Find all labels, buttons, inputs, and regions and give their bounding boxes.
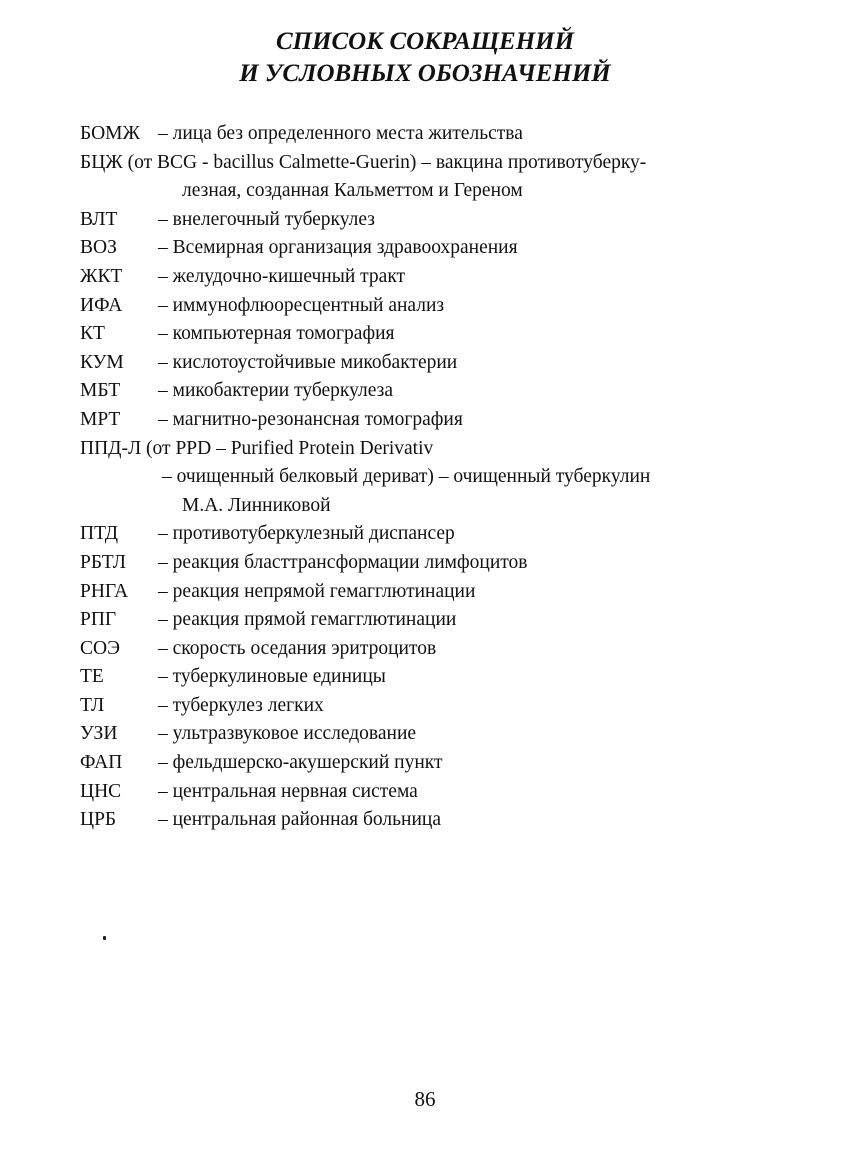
definition: – магнитно-резонансная томография	[158, 408, 463, 430]
list-item	[80, 720, 800, 749]
page-title	[0, 26, 850, 90]
entry-text: ППД-Л (от PPD – Purified Protein Derivativ	[80, 437, 434, 459]
definition: – туберкулез легких	[158, 694, 324, 716]
list-item	[80, 234, 800, 263]
page-title-line-1: СПИСОК СОКРАЩЕНИЙ	[275, 28, 575, 55]
abbreviation: УЗИ	[80, 723, 118, 745]
list-item	[80, 120, 800, 149]
definition: – кислотоустойчивые микобактерии	[158, 351, 458, 373]
list-item-continuation	[80, 177, 800, 206]
definition: – реакция непрямой гемагглютинации	[158, 580, 476, 602]
list-item	[80, 749, 800, 778]
list-item-continuation	[80, 463, 800, 492]
definition: – лица без определенного места жительства	[158, 123, 523, 144]
definition: – ультразвуковое исследование	[158, 723, 417, 745]
list-item	[80, 377, 800, 406]
page-number: 86	[414, 1087, 436, 1111]
abbreviation: РНГА	[80, 580, 129, 602]
list-item	[80, 578, 800, 607]
abbreviation: ФАП	[80, 752, 123, 774]
definition: – внелегочный туберкулез	[158, 208, 375, 230]
abbreviation: КУМ	[80, 351, 124, 373]
definition-continuation: – очищенный белковый дериват) – очищенный туберкулин	[162, 466, 651, 488]
abbreviation: ВЛТ	[80, 208, 118, 230]
list-item	[80, 263, 800, 292]
scan-speck	[103, 936, 106, 940]
definition: – реакция прямой гемагглютинации	[158, 609, 457, 631]
list-item	[80, 520, 800, 549]
list-item	[80, 778, 800, 807]
definition: – микобактерии туберкулеза	[158, 380, 393, 402]
list-item	[80, 549, 800, 578]
abbreviation: КТ	[80, 323, 105, 345]
definition: – скорость оседания эритроцитов	[158, 637, 437, 659]
abbreviation: ТЕ	[80, 666, 104, 688]
list-item	[80, 806, 800, 835]
abbreviation: ЖКТ	[80, 265, 123, 287]
abbreviation: ТЛ	[80, 694, 105, 716]
abbreviation: МБТ	[80, 380, 121, 402]
abbreviation: ВОЗ	[80, 237, 117, 259]
definition: – Всемирная организация здравоохранения	[158, 237, 518, 259]
list-item	[80, 292, 800, 321]
entry-text: БЦЖ (от BCG - bacillus Calmette-Guerin) – вакцина противотуберку-	[80, 151, 647, 173]
definition: – центральная районная больница	[158, 809, 442, 831]
definition: – туберкулиновые единицы	[158, 666, 386, 688]
abbreviation: РПГ	[80, 609, 117, 631]
list-item	[80, 349, 800, 378]
abbreviation: РБТЛ	[80, 551, 126, 573]
list-item	[80, 635, 800, 664]
list-item	[80, 320, 800, 349]
list-item-continuation	[80, 492, 800, 521]
definition: – реакция бласттрансформации лимфоцитов	[158, 551, 528, 573]
definition: – компьютерная томография	[158, 323, 395, 345]
abbreviation: ЦРБ	[80, 809, 117, 831]
abbreviation-list	[80, 120, 800, 835]
definition: – фельдшерско-акушерский пункт	[158, 752, 443, 774]
list-item	[80, 206, 800, 235]
definition: – иммунофлюоресцентный анализ	[158, 294, 445, 316]
definition-continuation: М.А. Линниковой	[182, 494, 331, 516]
abbreviation: МРТ	[80, 408, 121, 430]
list-item	[80, 435, 800, 464]
abbreviation: СОЭ	[80, 637, 120, 659]
definition: – противотуберкулезный диспансер	[158, 523, 455, 545]
list-item	[80, 606, 800, 635]
abbreviation: ЦНС	[80, 780, 122, 802]
abbreviation: ПТД	[80, 523, 119, 545]
definition: – центральная нервная система	[158, 780, 418, 802]
page-title-line-2: И УСЛОВНЫХ ОБОЗНАЧЕНИЙ	[239, 60, 611, 87]
abbreviation: ИФА	[80, 294, 123, 316]
list-item	[80, 663, 800, 692]
definition-continuation: лезная, созданная Кальметтом и Гереном	[182, 180, 523, 202]
list-item	[80, 692, 800, 721]
list-item	[80, 149, 800, 178]
definition: – желудочно-кишечный тракт	[158, 265, 406, 287]
list-item	[80, 406, 800, 435]
abbreviation: БОМЖ	[80, 123, 140, 144]
